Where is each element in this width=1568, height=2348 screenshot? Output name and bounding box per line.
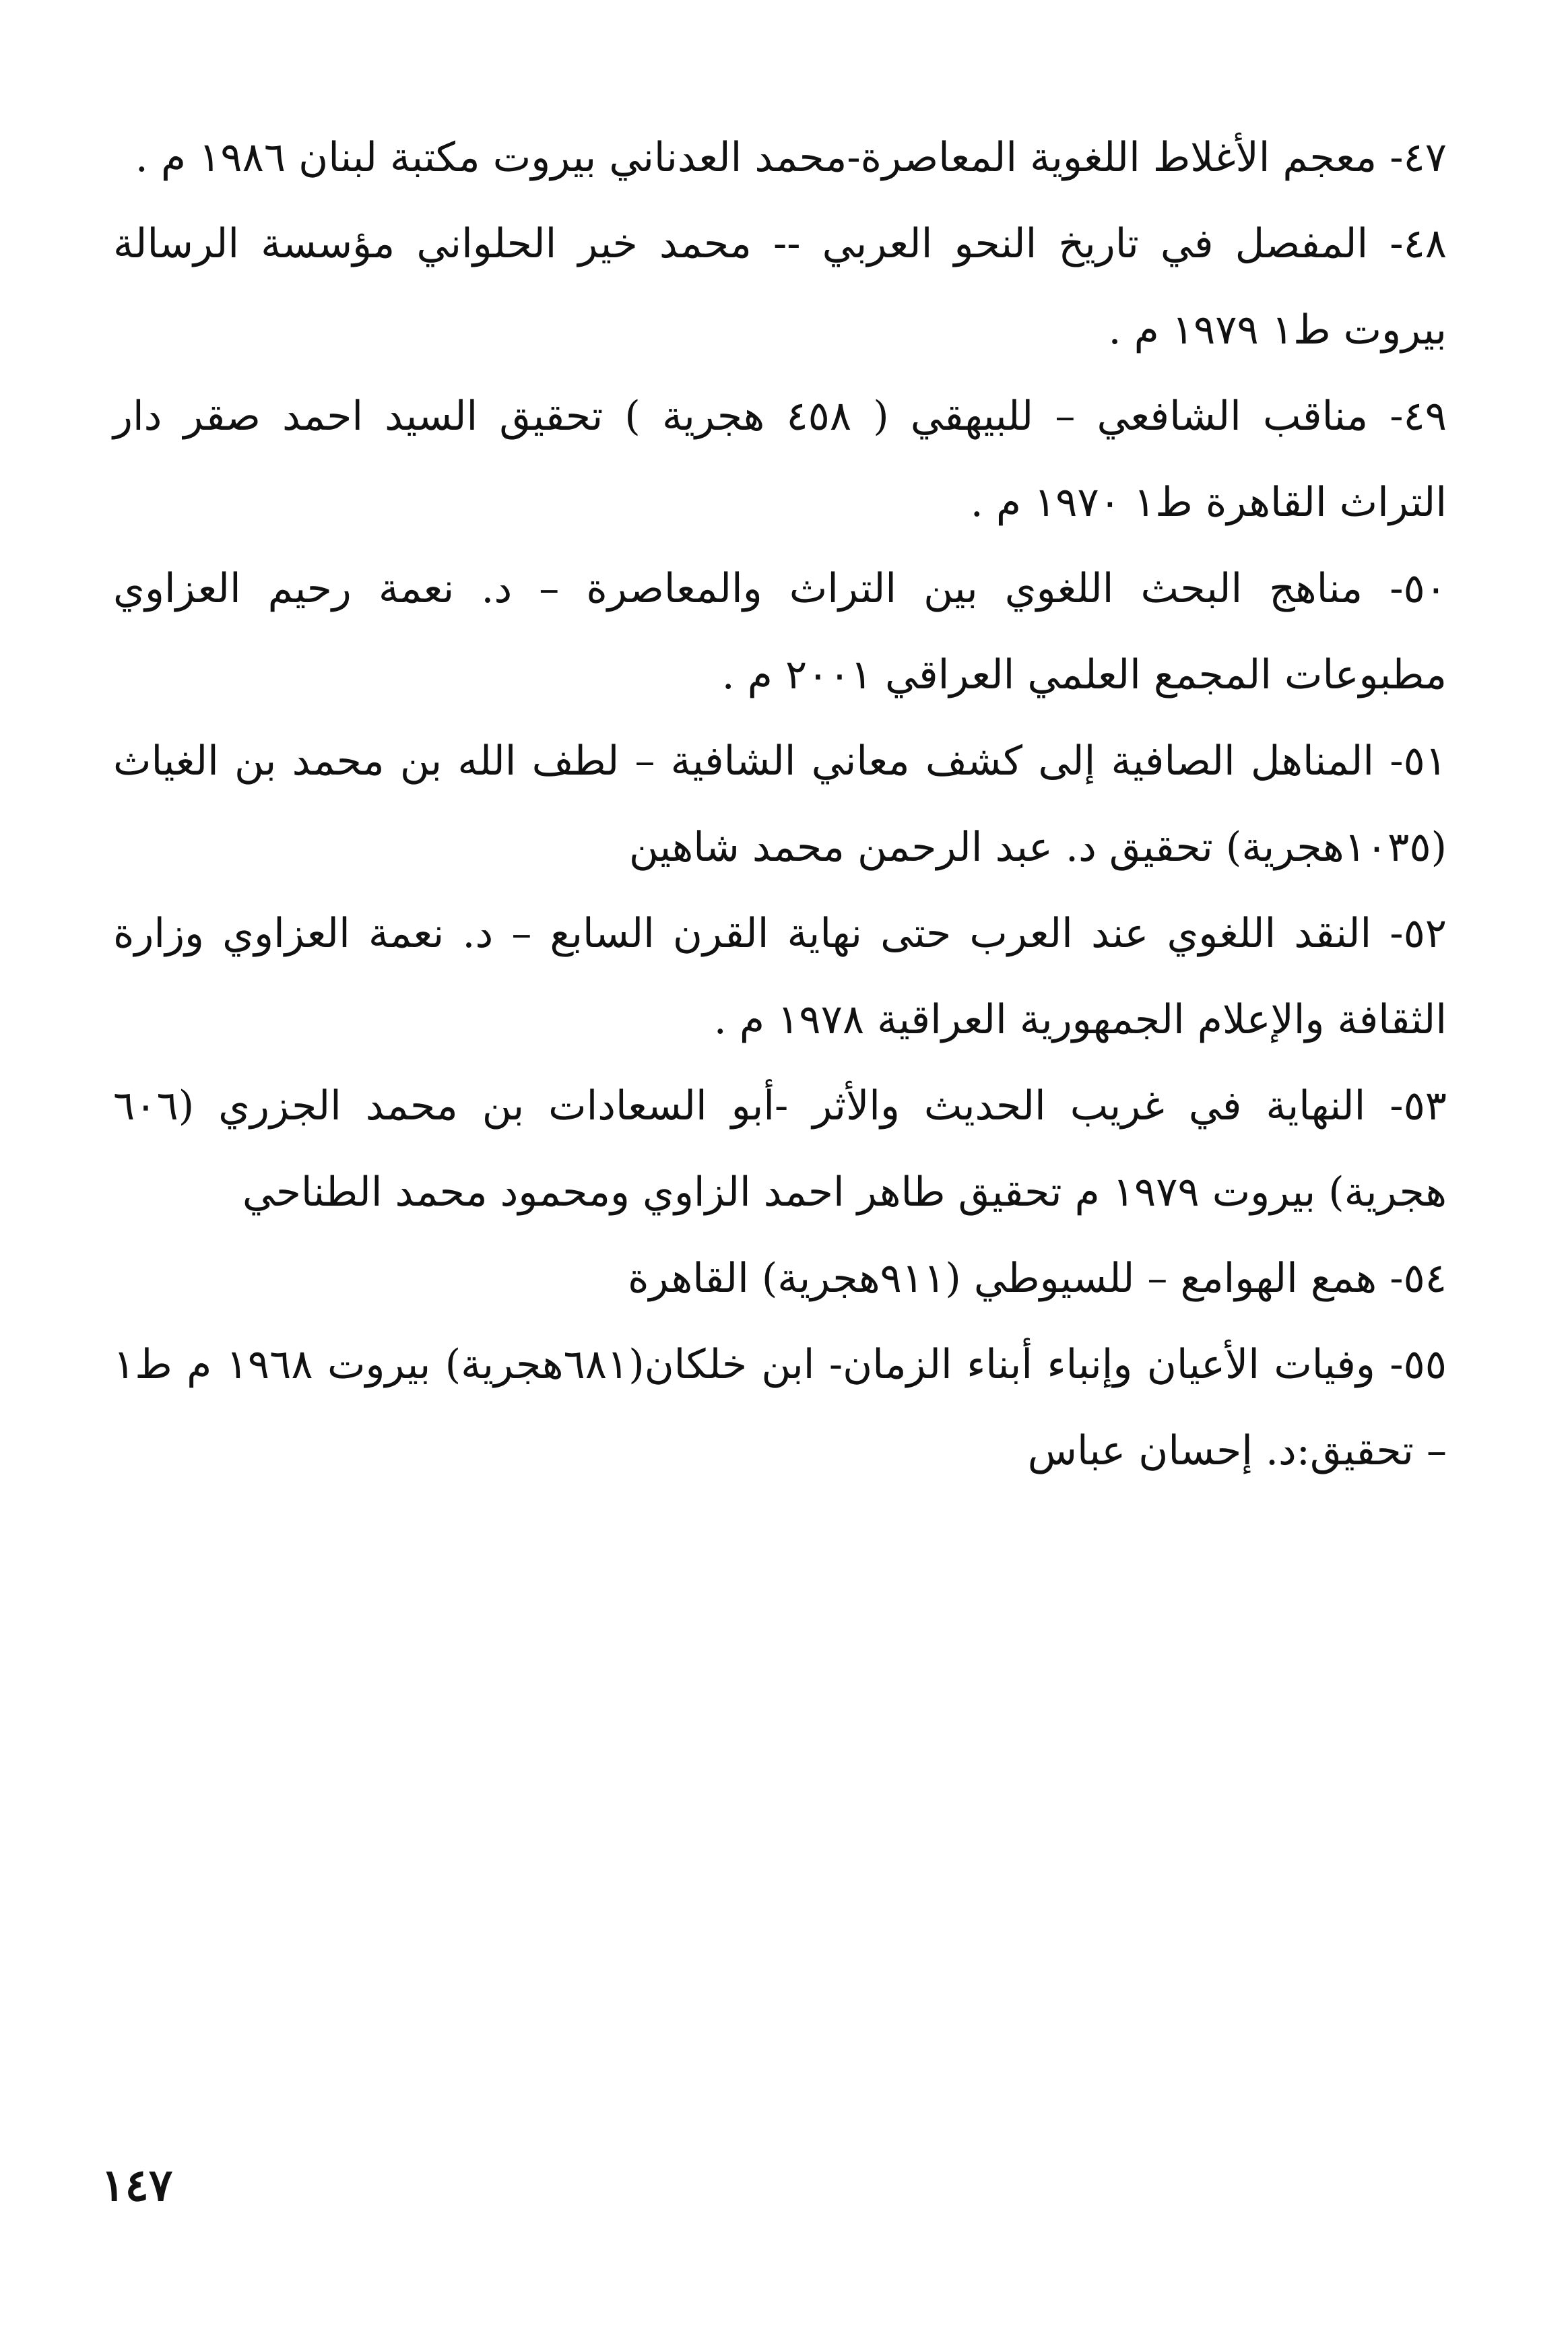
reference-item [113, 1235, 1447, 1322]
reference-text: المفصل في تاريخ النحو العربي -- محمد خير الحلواني مؤسسة الرسالة بيروت ط١ ١٩٧٩ م . [113, 220, 1447, 354]
reference-number: ٥١- [1390, 738, 1447, 785]
reference-text: وفيات الأعيان وإنباء أبناء الزمان- ابن خلكان(٦٨١هجرية) بيروت ١٩٦٨ م ط١ – تحقيق:د. إحسان عباس [113, 1341, 1447, 1474]
reference-number: ٤٧- [1390, 134, 1447, 181]
page-number: ١٤٧ [101, 2159, 173, 2211]
reference-number: ٥٥- [1390, 1341, 1447, 1388]
reference-text: همع الهوامع – للسيوطي (٩١١هجرية) القاهرة [628, 1255, 1377, 1302]
reference-item [113, 890, 1447, 1063]
reference-text: النقد اللغوي عند العرب حتى نهاية القرن السابع – د. نعمة العزاوي وزارة الثقافة والإعلام الجمهورية العراقية ١٩٧٨ م . [113, 910, 1447, 1043]
reference-number: ٤٩- [1390, 393, 1447, 440]
reference-item [113, 1063, 1447, 1235]
reference-number: ٥٢- [1390, 910, 1447, 957]
reference-item [113, 546, 1447, 718]
reference-list [113, 115, 1447, 1494]
reference-text: النهاية في غريب الحديث والأثر -أبو السعادات بن محمد الجزري (٦٠٦ هجرية) بيروت ١٩٧٩ م تحقيق طاهر احمد الزاوي ومحمود محمد الطناحي [113, 1082, 1447, 1216]
reference-item [113, 718, 1447, 890]
reference-number: ٥٠- [1390, 565, 1447, 612]
reference-item [113, 201, 1447, 373]
reference-item [113, 1322, 1447, 1494]
reference-number: ٤٨- [1390, 220, 1447, 267]
reference-item [113, 115, 1447, 201]
reference-number: ٥٤- [1390, 1255, 1447, 1302]
reference-text: المناهل الصافية إلى كشف معاني الشافية – لطف الله بن محمد بن الغياث (١٠٣٥هجرية) تحقيق د. عبد الرحمن محمد شاهين [113, 738, 1447, 871]
reference-number: ٥٣- [1390, 1082, 1447, 1130]
reference-item [113, 373, 1447, 546]
reference-text: مناقب الشافعي – للبيهقي ( ٤٥٨ هجرية ) تحقيق السيد احمد صقر دار التراث القاهرة ط١ ١٩٧٠ م . [113, 393, 1447, 526]
reference-text: مناهج البحث اللغوي بين التراث والمعاصرة – د. نعمة رحيم العزاوي مطبوعات المجمع العلمي العراقي ٢٠٠١ م . [113, 565, 1447, 698]
reference-text: معجم الأغلاط اللغوية المعاصرة-محمد العدناني بيروت مكتبة لبنان ١٩٨٦ م . [135, 134, 1377, 181]
